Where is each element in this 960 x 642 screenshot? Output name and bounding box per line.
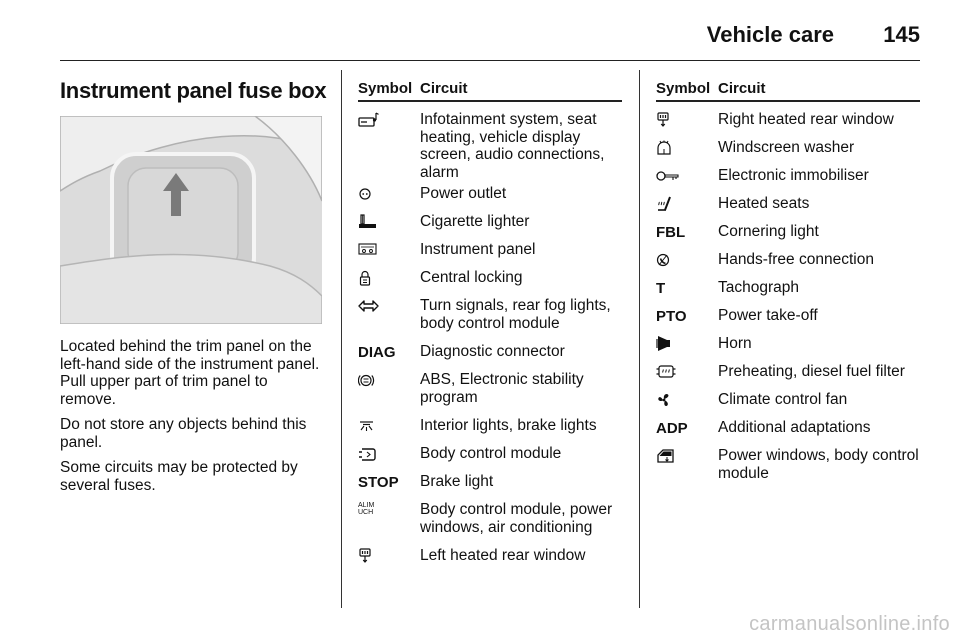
paragraph-note: Some circuits may be protected by several fuses. [60, 459, 298, 494]
table-row [358, 473, 622, 501]
table-row [358, 371, 622, 417]
fuse-box-trim-panel-illustration [60, 116, 322, 324]
abs-icon [358, 371, 420, 389]
table-row [656, 167, 920, 195]
immobiliser-key-icon [656, 167, 718, 184]
circuit-name: Right heated rear window [718, 111, 894, 128]
preheating-icon [656, 363, 718, 380]
circuit-name: Infotainment system, seat heating, vehicle display screen, audio connections, alarm [420, 111, 605, 181]
circuit-name: Body control module [420, 445, 562, 462]
paragraph-warning: Do not store any objects behind this panel. [60, 416, 307, 451]
tachograph-symbol: T [656, 280, 666, 297]
horn-icon [656, 335, 718, 352]
table-row [358, 213, 622, 241]
table-row [358, 111, 622, 185]
table-row [656, 307, 920, 335]
fuse-table-1 [358, 80, 622, 575]
symbol-column-header: Symbol [656, 80, 711, 97]
infotainment-icon [358, 111, 420, 128]
table-row [358, 297, 622, 343]
circuit-name: Preheating, diesel fuel filter [718, 363, 905, 380]
body-control-module-icon [358, 445, 420, 463]
table-row [358, 417, 622, 445]
circuit-name: Power outlet [420, 185, 507, 202]
rear-window-heating-icon [656, 111, 718, 128]
circuit-name: Turn signals, rear fog lights, body control module [420, 297, 611, 332]
power-window-icon [656, 447, 718, 464]
table-row [358, 501, 622, 547]
table-row [656, 251, 920, 279]
turn-signal-icon [358, 297, 420, 314]
table-header [656, 80, 920, 102]
interior-light-icon [358, 417, 420, 434]
circuit-name: Power take-off [718, 307, 818, 324]
uch-symbol-text: UCH [358, 509, 374, 516]
table-row [656, 195, 920, 223]
heated-seat-icon [656, 195, 718, 212]
circuit-name: Additional adaptations [718, 419, 871, 436]
circuit-name: Body control module, power windows, air conditioning [420, 501, 613, 536]
stop-symbol: STOP [358, 474, 399, 491]
cigarette-lighter-icon [358, 213, 420, 230]
circuit-name: Electronic immobiliser [718, 167, 869, 184]
circuit-name: Diagnostic connector [420, 343, 565, 360]
circuit-name: Horn [718, 335, 752, 352]
column-divider [341, 70, 342, 608]
table-row [656, 335, 920, 363]
fan-icon [656, 391, 718, 408]
table-row [656, 447, 920, 493]
table-row [656, 363, 920, 391]
table-row [358, 241, 622, 269]
table-row [358, 445, 622, 473]
circuit-name: Heated seats [718, 195, 810, 212]
watermark: carmanualsonline.info [749, 613, 950, 635]
circuit-name: Windscreen washer [718, 139, 855, 156]
adp-symbol: ADP [656, 420, 688, 437]
instrument-panel-icon [358, 241, 420, 258]
page-number: 145 [883, 22, 920, 47]
page-header [60, 16, 920, 61]
table-row [656, 111, 920, 139]
fuse-table-2 [656, 80, 920, 493]
table-row [656, 391, 920, 419]
table-row [358, 343, 622, 371]
circuit-column-header: Circuit [718, 80, 766, 97]
table-row [656, 223, 920, 251]
intro-column [60, 70, 326, 502]
alim-symbol-text: ALIM [358, 502, 375, 509]
circuit-name: Brake light [420, 473, 494, 490]
central-locking-icon [358, 269, 420, 287]
circuit-name: Instrument panel [420, 241, 536, 258]
circuit-name: Cigarette lighter [420, 213, 530, 230]
washer-icon [656, 139, 718, 156]
table-row [358, 547, 622, 575]
power-outlet-icon [358, 185, 420, 202]
diag-symbol: DIAG [358, 344, 396, 361]
circuit-name: Central locking [420, 269, 523, 286]
intro-text [60, 338, 326, 494]
paragraph-location: Located behind the trim panel on the left-hand side of the instrument panel. Pull upper part of trim panel to remove. [60, 338, 320, 408]
header-section-title: Vehicle care [706, 22, 834, 47]
circuit-name: Left heated rear window [420, 547, 586, 564]
circuit-name: Cornering light [718, 223, 819, 240]
circuit-column-header: Circuit [420, 80, 468, 97]
table-row [656, 279, 920, 307]
circuit-name: Power windows, body control module [718, 447, 919, 482]
table-row [656, 419, 920, 447]
table-row [358, 185, 622, 213]
fbl-symbol: FBL [656, 224, 686, 241]
circuit-name: Climate control fan [718, 391, 848, 408]
alim-uch-symbol [358, 501, 420, 516]
rear-window-heating-icon [358, 547, 420, 564]
table-row [656, 139, 920, 167]
circuit-name: Hands-free connection [718, 251, 874, 268]
pto-symbol: PTO [656, 308, 687, 325]
circuit-name: Tachograph [718, 279, 800, 296]
hands-free-icon [656, 251, 718, 268]
circuit-name: Interior lights, brake lights [420, 417, 597, 434]
section-title: Instrument panel fuse box [60, 78, 327, 103]
column-divider [639, 70, 640, 608]
symbol-column-header: Symbol [358, 80, 413, 97]
table-header [358, 80, 622, 102]
circuit-name: ABS, Electronic stability program [420, 371, 584, 406]
table-row [358, 269, 622, 297]
